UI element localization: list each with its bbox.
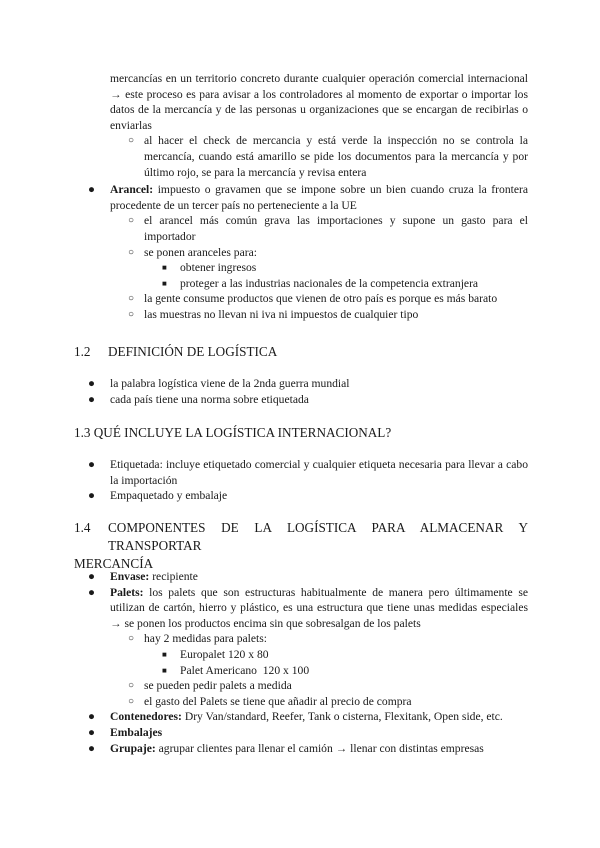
square-bullet-icon: ■ <box>162 263 167 273</box>
bullet-icon: ● <box>88 741 96 755</box>
item-text: obtener ingresos <box>180 261 257 275</box>
list-item <box>74 307 528 323</box>
bullet-icon: ● <box>88 183 96 197</box>
section-1-2-list <box>74 376 528 407</box>
item-text: la palabra logística viene de la 2nda guerra mundial <box>110 377 350 390</box>
list-item <box>74 631 528 647</box>
circle-bullet-icon: ○ <box>128 633 135 645</box>
item-text: agrupar clientes para llenar el camión → llenar con distintas empresas <box>155 741 484 755</box>
section-title-line-2: MERCANCÍA <box>74 556 154 571</box>
section-1-4-list <box>74 569 528 756</box>
section-title: COMPONENTES DE LA LOGÍSTICA PARA ALMACENAR Y TRANSPORTAR <box>108 520 528 553</box>
item-text: impuesto o gravamen que se impone sobre un bien cuando cruza la frontera procedente de un tercer país no perteneciente a la UE <box>110 183 528 212</box>
square-bullet-icon: ■ <box>162 649 167 659</box>
list-item <box>74 213 528 244</box>
circle-bullet-icon: ○ <box>128 308 135 320</box>
section-number: 1.2 <box>74 344 91 359</box>
list-item <box>74 260 528 276</box>
item-text: al hacer el check de mercancia y está verde la inspección no se controla la mercancía, cuando está amarillo se pide los documentos para la mercancía y por último rojo, se para la mercancía y revisa entera <box>144 134 528 179</box>
item-text: Palet Americano 120 x 100 <box>180 663 310 677</box>
bullet-icon: ● <box>88 392 96 406</box>
item-text: las muestras no llevan ni iva ni impuestos de cualquier tipo <box>144 307 419 321</box>
arancel-list <box>74 182 528 322</box>
term-arancel: Arancel: <box>110 183 154 197</box>
term-contenedores: Contenedores: <box>110 710 182 724</box>
list-item <box>74 392 528 408</box>
circle-bullet-icon: ○ <box>128 293 135 305</box>
bullet-icon: ● <box>88 458 96 471</box>
circle-bullet-icon: ○ <box>128 680 135 692</box>
bullet-icon: ● <box>88 377 96 390</box>
item-text: hay 2 medidas para palets: <box>144 632 267 646</box>
list-item <box>74 291 528 307</box>
bullet-icon: ● <box>88 710 96 724</box>
term-envase: Envase: <box>110 570 150 583</box>
intro-paragraph: mercancías en un territorio concreto durante cualquier operación comercial internacional → este proceso es para avisar a los controladores al momento de exportar o importar los datos de la mercancía y de las personas u organizaciones que se encargan de recibirlas o enviarlas <box>110 72 528 132</box>
item-text: el gasto del Palets se tiene que añadir al precio de compra <box>144 694 412 708</box>
list-item <box>74 245 528 261</box>
circle-bullet-icon: ○ <box>128 215 135 227</box>
item-text: el arancel más común grava las importaciones y supone un gasto para el importador <box>144 214 528 243</box>
bullet-icon: ● <box>88 570 96 583</box>
item-text: la gente consume productos que vienen de otro país es porque es más barato <box>144 292 498 306</box>
item-text: se ponen aranceles para: <box>144 245 257 259</box>
list-item-contenedores <box>74 709 528 725</box>
list-item <box>74 376 528 392</box>
bullet-icon: ● <box>88 585 96 599</box>
section-heading-1-3: 1.3 QUÉ INCLUYE LA LOGÍSTICA INTERNACIONAL? <box>74 425 392 440</box>
list-item <box>74 647 528 663</box>
item-text: cada país tiene una norma sobre etiquetada <box>110 392 309 406</box>
list-item <box>74 276 528 292</box>
list-item <box>74 663 528 679</box>
item-text: Dry Van/standard, Reefer, Tank o cisterna, Flexitank, Open side, etc. <box>181 710 503 724</box>
list-item-palets <box>74 585 528 632</box>
list-item <box>74 133 528 180</box>
item-text: recipiente <box>149 570 198 583</box>
list-item <box>74 457 528 488</box>
bullet-icon: ● <box>88 489 96 503</box>
list-item-envase <box>74 569 528 585</box>
square-bullet-icon: ■ <box>162 665 167 675</box>
section-heading-1-2 <box>74 343 528 361</box>
square-bullet-icon: ■ <box>162 278 167 288</box>
list-item-embalajes <box>74 725 528 741</box>
section-1-3-list <box>74 457 528 504</box>
intro-sublist <box>74 133 528 180</box>
item-text: Europalet 120 x 80 <box>180 647 269 661</box>
item-text: se pueden pedir palets a medida <box>144 679 292 693</box>
item-text: Etiquetada: incluye etiquetado comercial y cualquier etiqueta necesaria para llevar a cabo la importación <box>110 458 528 487</box>
list-item <box>74 694 528 710</box>
circle-bullet-icon: ○ <box>128 135 135 147</box>
intro-block <box>74 71 528 323</box>
section-heading-1-4 <box>74 519 528 573</box>
circle-bullet-icon: ○ <box>128 695 135 707</box>
circle-bullet-icon: ○ <box>128 246 135 258</box>
section-title: DEFINICIÓN DE LOGÍSTICA <box>108 344 278 359</box>
bullet-icon: ● <box>88 725 96 739</box>
list-item <box>74 488 528 504</box>
item-text: Empaquetado y embalaje <box>110 489 228 503</box>
section-number: 1.4 <box>74 520 91 535</box>
item-text: proteger a las industrias nacionales de la competencia extranjera <box>180 276 479 290</box>
item-text: los palets que son estructuras habitualmente de manera pero últimamente se utilizan de cartón, hierro y plástico, es una estructura que tiene unas medidas especiales → se ponen los productos encima sin que sobresalgan de los palets <box>110 585 528 630</box>
list-item-arancel <box>74 182 528 213</box>
term-grupaje: Grupaje: <box>110 741 156 755</box>
term-palets: Palets: <box>110 585 144 599</box>
section-heading-line <box>74 519 528 555</box>
list-item <box>74 678 528 694</box>
list-item-grupaje <box>74 741 528 757</box>
term-embalajes: Embalajes <box>110 725 163 739</box>
